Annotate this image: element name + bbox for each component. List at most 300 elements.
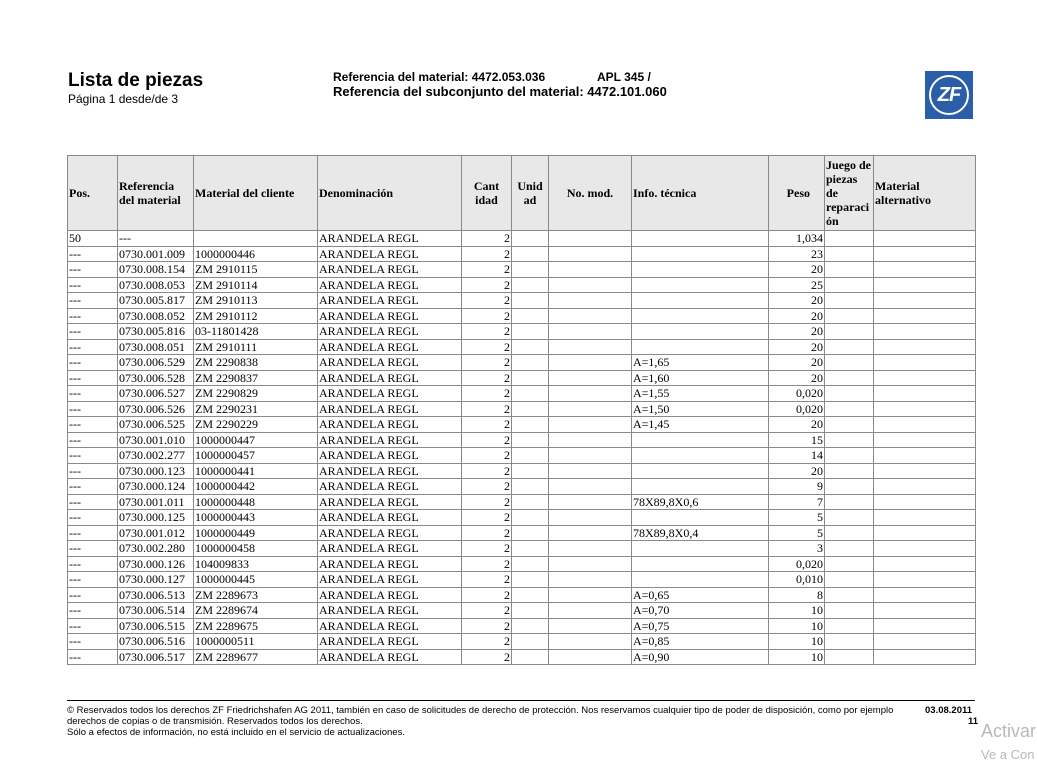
cell-denom: ARANDELA REGL [318, 246, 462, 262]
cell-juego [825, 463, 874, 479]
cell-alt [874, 556, 976, 572]
cell-client: ZM 2289677 [194, 649, 318, 665]
cell-mod [549, 293, 632, 309]
cell-info [632, 572, 769, 588]
footer-line-1: © Reservados todos los derechos ZF Friedrichshafen AG 2011, también en caso de solicitudes de derecho de protección. Nos reservamos cualquier tipo de poder de disposición, como por ejemplo derechos de copias o de transmisión. Reservados todos los derechos. [67, 705, 894, 727]
cell-peso: 14 [769, 448, 825, 464]
cell-alt [874, 634, 976, 650]
cell-juego [825, 432, 874, 448]
cell-unit [512, 556, 549, 572]
cell-pos: --- [68, 618, 118, 634]
cell-alt [874, 432, 976, 448]
cell-peso: 0,020 [769, 401, 825, 417]
cell-peso: 10 [769, 603, 825, 619]
cell-mod [549, 262, 632, 278]
table-row [68, 246, 976, 262]
cell-mod [549, 541, 632, 557]
cell-unit [512, 339, 549, 355]
cell-qty: 2 [462, 494, 512, 510]
cell-mod [549, 587, 632, 603]
footer-line-2: Sólo a efectos de información, no está incluido en el servicio de actualizaciones. [67, 727, 405, 738]
cell-ref: 0730.000.126 [118, 556, 194, 572]
cell-client: 1000000441 [194, 463, 318, 479]
cell-mod [549, 277, 632, 293]
cell-qty: 2 [462, 556, 512, 572]
cell-juego [825, 277, 874, 293]
table-row [68, 339, 976, 355]
cell-client: ZM 2910115 [194, 262, 318, 278]
cell-peso: 23 [769, 246, 825, 262]
cell-peso: 7 [769, 494, 825, 510]
cell-mod [549, 634, 632, 650]
zf-logo [925, 71, 973, 119]
cell-pos: --- [68, 649, 118, 665]
cell-mod [549, 510, 632, 526]
cell-alt [874, 308, 976, 324]
cell-ref: 0730.006.516 [118, 634, 194, 650]
cell-pos: --- [68, 417, 118, 433]
cell-client: ZM 2910111 [194, 339, 318, 355]
cell-ref: 0730.000.123 [118, 463, 194, 479]
cell-peso: 5 [769, 510, 825, 526]
cell-client: ZM 2910113 [194, 293, 318, 309]
cell-info [632, 277, 769, 293]
cell-info: 78X89,8X0,6 [632, 494, 769, 510]
cell-denom: ARANDELA REGL [318, 618, 462, 634]
cell-peso: 20 [769, 293, 825, 309]
cell-peso: 5 [769, 525, 825, 541]
cell-qty: 2 [462, 432, 512, 448]
cell-info: 78X89,8X0,4 [632, 525, 769, 541]
cell-client: ZM 2290231 [194, 401, 318, 417]
cell-peso: 9 [769, 479, 825, 495]
cell-unit [512, 386, 549, 402]
header-juego: Juego de piezas de reparaci ón [825, 156, 874, 231]
cell-alt [874, 293, 976, 309]
cell-info [632, 541, 769, 557]
header-denom: Denominación [318, 156, 462, 231]
cell-ref: 0730.006.526 [118, 401, 194, 417]
header-qty: Cant idad [462, 156, 512, 231]
cell-info: A=0,85 [632, 634, 769, 650]
page-title: Lista de piezas [68, 70, 204, 91]
cell-unit [512, 541, 549, 557]
cell-unit [512, 246, 549, 262]
cell-qty: 2 [462, 293, 512, 309]
cell-info: A=1,50 [632, 401, 769, 417]
table-row [68, 525, 976, 541]
cell-pos: --- [68, 293, 118, 309]
cell-client: 1000000446 [194, 246, 318, 262]
table-row [68, 370, 976, 386]
cell-qty: 2 [462, 370, 512, 386]
cell-juego [825, 541, 874, 557]
header-mod: No. mod. [549, 156, 632, 231]
cell-juego [825, 308, 874, 324]
table-header-row [68, 156, 976, 231]
cell-qty: 2 [462, 541, 512, 557]
cell-client: 1000000447 [194, 432, 318, 448]
cell-pos: --- [68, 525, 118, 541]
cell-mod [549, 463, 632, 479]
table-row [68, 479, 976, 495]
cell-ref: 0730.006.514 [118, 603, 194, 619]
cell-unit [512, 587, 549, 603]
cell-info [632, 479, 769, 495]
cell-info: A=1,55 [632, 386, 769, 402]
cell-juego [825, 510, 874, 526]
table-row [68, 587, 976, 603]
cell-denom: ARANDELA REGL [318, 432, 462, 448]
cell-alt [874, 510, 976, 526]
cell-peso: 15 [769, 432, 825, 448]
cell-alt [874, 355, 976, 371]
cell-ref: 0730.000.125 [118, 510, 194, 526]
cell-unit [512, 401, 549, 417]
activation-watermark-title: Activar [981, 721, 1037, 741]
cell-mod [549, 355, 632, 371]
cell-mod [549, 448, 632, 464]
cell-info [632, 463, 769, 479]
footer-date: 03.08.2011 [925, 705, 973, 716]
cell-pos: --- [68, 587, 118, 603]
cell-denom: ARANDELA REGL [318, 293, 462, 309]
table-row [68, 277, 976, 293]
cell-peso: 0,020 [769, 556, 825, 572]
cell-mod [549, 556, 632, 572]
cell-alt [874, 339, 976, 355]
cell-denom: ARANDELA REGL [318, 448, 462, 464]
cell-peso: 20 [769, 355, 825, 371]
cell-alt [874, 525, 976, 541]
cell-ref: 0730.008.053 [118, 277, 194, 293]
cell-pos: --- [68, 494, 118, 510]
cell-denom: ARANDELA REGL [318, 324, 462, 340]
cell-ref: 0730.002.277 [118, 448, 194, 464]
cell-qty: 2 [462, 386, 512, 402]
cell-ref: 0730.008.154 [118, 262, 194, 278]
cell-peso: 20 [769, 370, 825, 386]
cell-info [632, 231, 769, 247]
cell-ref: 0730.006.525 [118, 417, 194, 433]
table-row [68, 401, 976, 417]
cell-denom: ARANDELA REGL [318, 262, 462, 278]
material-reference [333, 70, 651, 84]
cell-client: ZM 2290829 [194, 386, 318, 402]
cell-ref: 0730.006.529 [118, 355, 194, 371]
cell-qty: 2 [462, 448, 512, 464]
cell-mod [549, 370, 632, 386]
cell-client: ZM 2290837 [194, 370, 318, 386]
table-row [68, 463, 976, 479]
cell-mod [549, 572, 632, 588]
cell-mod [549, 231, 632, 247]
cell-juego [825, 293, 874, 309]
zf-logo-text: ZF [929, 75, 969, 115]
table-row [68, 634, 976, 650]
table-row [68, 510, 976, 526]
cell-mod [549, 417, 632, 433]
cell-denom: ARANDELA REGL [318, 401, 462, 417]
cell-client: ZM 2290229 [194, 417, 318, 433]
cell-juego [825, 246, 874, 262]
cell-alt [874, 370, 976, 386]
cell-unit [512, 603, 549, 619]
cell-denom: ARANDELA REGL [318, 603, 462, 619]
cell-denom: ARANDELA REGL [318, 355, 462, 371]
table-row [68, 603, 976, 619]
cell-mod [549, 339, 632, 355]
cell-client: 1000000442 [194, 479, 318, 495]
cell-client: ZM 2910112 [194, 308, 318, 324]
cell-info: A=1,65 [632, 355, 769, 371]
cell-juego [825, 448, 874, 464]
cell-ref: 0730.000.124 [118, 479, 194, 495]
cell-unit [512, 293, 549, 309]
cell-ref: 0730.002.280 [118, 541, 194, 557]
cell-qty: 2 [462, 587, 512, 603]
cell-unit [512, 432, 549, 448]
cell-unit [512, 494, 549, 510]
cell-pos: --- [68, 370, 118, 386]
cell-info [632, 324, 769, 340]
table-row [68, 618, 976, 634]
cell-juego [825, 556, 874, 572]
cell-alt [874, 448, 976, 464]
cell-denom: ARANDELA REGL [318, 587, 462, 603]
cell-denom: ARANDELA REGL [318, 525, 462, 541]
header-ref: Referencia del material [118, 156, 194, 231]
cell-pos: --- [68, 463, 118, 479]
cell-client: 1000000443 [194, 510, 318, 526]
cell-unit [512, 618, 549, 634]
cell-client: 1000000458 [194, 541, 318, 557]
table-row [68, 308, 976, 324]
cell-juego [825, 401, 874, 417]
cell-ref: 0730.008.052 [118, 308, 194, 324]
table-row [68, 572, 976, 588]
cell-qty: 2 [462, 634, 512, 650]
cell-peso: 10 [769, 634, 825, 650]
cell-qty: 2 [462, 277, 512, 293]
cell-denom: ARANDELA REGL [318, 556, 462, 572]
cell-unit [512, 231, 549, 247]
cell-denom: ARANDELA REGL [318, 339, 462, 355]
cell-juego [825, 572, 874, 588]
cell-unit [512, 510, 549, 526]
cell-denom: ARANDELA REGL [318, 541, 462, 557]
cell-mod [549, 432, 632, 448]
cell-mod [549, 618, 632, 634]
cell-mod [549, 479, 632, 495]
table-row [68, 556, 976, 572]
cell-qty: 2 [462, 479, 512, 495]
cell-peso: 10 [769, 649, 825, 665]
header-info: Info. técnica [632, 156, 769, 231]
cell-info [632, 432, 769, 448]
cell-pos: --- [68, 479, 118, 495]
header-client: Material del cliente [194, 156, 318, 231]
cell-pos: 50 [68, 231, 118, 247]
table-row [68, 231, 976, 247]
cell-peso: 10 [769, 618, 825, 634]
cell-info: A=0,65 [632, 587, 769, 603]
cell-client [194, 231, 318, 247]
cell-alt [874, 401, 976, 417]
cell-ref: 0730.001.012 [118, 525, 194, 541]
cell-mod [549, 494, 632, 510]
cell-denom: ARANDELA REGL [318, 572, 462, 588]
cell-qty: 2 [462, 417, 512, 433]
cell-mod [549, 603, 632, 619]
cell-qty: 2 [462, 246, 512, 262]
header-pos: Pos. [68, 156, 118, 231]
cell-peso: 1,034 [769, 231, 825, 247]
cell-alt [874, 262, 976, 278]
table-row [68, 432, 976, 448]
cell-juego [825, 231, 874, 247]
cell-alt [874, 231, 976, 247]
cell-peso: 3 [769, 541, 825, 557]
cell-mod [549, 386, 632, 402]
cell-denom: ARANDELA REGL [318, 463, 462, 479]
cell-info [632, 246, 769, 262]
cell-mod [549, 401, 632, 417]
cell-pos: --- [68, 556, 118, 572]
cell-alt [874, 618, 976, 634]
cell-juego [825, 370, 874, 386]
cell-unit [512, 634, 549, 650]
cell-pos: --- [68, 541, 118, 557]
cell-alt [874, 572, 976, 588]
cell-peso: 20 [769, 308, 825, 324]
cell-pos: --- [68, 634, 118, 650]
cell-juego [825, 324, 874, 340]
cell-unit [512, 355, 549, 371]
apl-label: APL 345 / [597, 70, 651, 84]
cell-client: ZM 2290838 [194, 355, 318, 371]
cell-pos: --- [68, 308, 118, 324]
cell-ref: 0730.006.515 [118, 618, 194, 634]
cell-mod [549, 649, 632, 665]
cell-client: 1000000449 [194, 525, 318, 541]
cell-qty: 2 [462, 649, 512, 665]
cell-unit [512, 370, 549, 386]
cell-info: A=0,70 [632, 603, 769, 619]
cell-alt [874, 386, 976, 402]
activation-watermark-subtitle: Ve a Con [981, 747, 1035, 762]
cell-info: A=1,45 [632, 417, 769, 433]
cell-ref: 0730.006.513 [118, 587, 194, 603]
cell-pos: --- [68, 355, 118, 371]
cell-juego [825, 262, 874, 278]
cell-qty: 2 [462, 525, 512, 541]
cell-qty: 2 [462, 510, 512, 526]
cell-peso: 8 [769, 587, 825, 603]
cell-qty: 2 [462, 308, 512, 324]
cell-denom: ARANDELA REGL [318, 649, 462, 665]
table-row [68, 293, 976, 309]
cell-juego [825, 417, 874, 433]
cell-qty: 2 [462, 339, 512, 355]
cell-qty: 2 [462, 324, 512, 340]
cell-unit [512, 417, 549, 433]
cell-pos: --- [68, 262, 118, 278]
cell-juego [825, 339, 874, 355]
parts-table [67, 155, 976, 665]
cell-juego [825, 618, 874, 634]
cell-ref: 0730.000.127 [118, 572, 194, 588]
cell-alt [874, 603, 976, 619]
cell-pos: --- [68, 510, 118, 526]
subassembly-reference: Referencia del subconjunto del material: 4472.101.060 [333, 84, 667, 99]
cell-pos: --- [68, 339, 118, 355]
cell-alt [874, 277, 976, 293]
cell-denom: ARANDELA REGL [318, 386, 462, 402]
header-peso: Peso [769, 156, 825, 231]
cell-denom: ARANDELA REGL [318, 277, 462, 293]
cell-client: ZM 2289675 [194, 618, 318, 634]
cell-pos: --- [68, 603, 118, 619]
cell-juego [825, 587, 874, 603]
cell-ref: 0730.001.010 [118, 432, 194, 448]
cell-mod [549, 525, 632, 541]
table-row [68, 355, 976, 371]
cell-info [632, 339, 769, 355]
cell-client: ZM 2289674 [194, 603, 318, 619]
cell-denom: ARANDELA REGL [318, 634, 462, 650]
table-row [68, 386, 976, 402]
cell-qty: 2 [462, 603, 512, 619]
cell-pos: --- [68, 246, 118, 262]
cell-alt [874, 649, 976, 665]
cell-ref: --- [118, 231, 194, 247]
cell-client: 1000000445 [194, 572, 318, 588]
cell-unit [512, 649, 549, 665]
cell-unit [512, 448, 549, 464]
cell-alt [874, 463, 976, 479]
cell-info [632, 510, 769, 526]
cell-qty: 2 [462, 231, 512, 247]
cell-pos: --- [68, 324, 118, 340]
cell-alt [874, 417, 976, 433]
cell-denom: ARANDELA REGL [318, 308, 462, 324]
cell-ref: 0730.006.527 [118, 386, 194, 402]
table-row [68, 324, 976, 340]
cell-info [632, 293, 769, 309]
header-unit: Unid ad [512, 156, 549, 231]
cell-qty: 2 [462, 355, 512, 371]
cell-peso: 0,010 [769, 572, 825, 588]
table-row [68, 649, 976, 665]
cell-alt [874, 494, 976, 510]
cell-qty: 2 [462, 262, 512, 278]
table-row [68, 417, 976, 433]
cell-info [632, 448, 769, 464]
cell-peso: 20 [769, 339, 825, 355]
cell-ref: 0730.008.051 [118, 339, 194, 355]
cell-denom: ARANDELA REGL [318, 510, 462, 526]
cell-denom: ARANDELA REGL [318, 479, 462, 495]
cell-ref: 0730.005.817 [118, 293, 194, 309]
cell-pos: --- [68, 401, 118, 417]
cell-unit [512, 463, 549, 479]
cell-client: 03-11801428 [194, 324, 318, 340]
cell-client: 1000000457 [194, 448, 318, 464]
cell-unit [512, 324, 549, 340]
cell-alt [874, 541, 976, 557]
cell-juego [825, 386, 874, 402]
